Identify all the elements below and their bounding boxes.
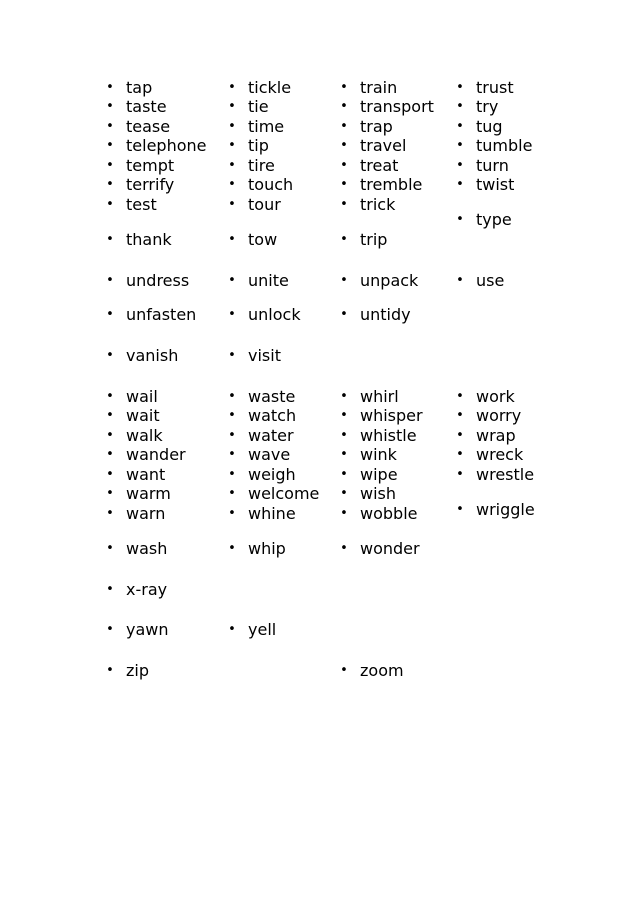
bullet-icon: •: [106, 138, 114, 153]
bullet-icon: •: [228, 307, 236, 322]
word: work: [476, 387, 515, 406]
word: wonder: [360, 539, 420, 558]
bullet-icon: •: [106, 177, 114, 192]
bullet-icon: •: [340, 506, 348, 521]
word: transport: [360, 97, 434, 116]
word: trick: [360, 195, 396, 214]
bullet-icon: •: [106, 467, 114, 482]
word: test: [126, 195, 157, 214]
bullet-icon: •: [106, 582, 114, 597]
bullet-icon: •: [106, 428, 114, 443]
word: untidy: [360, 305, 411, 324]
word: tug: [476, 117, 503, 136]
word: unfasten: [126, 305, 197, 324]
bullet-icon: •: [456, 389, 464, 404]
bullet-icon: •: [340, 541, 348, 556]
bullet-icon: •: [106, 197, 114, 212]
word: trust: [476, 78, 514, 97]
word: wobble: [360, 504, 418, 523]
bullet-icon: •: [456, 138, 464, 153]
bullet-icon: •: [106, 663, 114, 678]
word: x-ray: [126, 580, 168, 599]
word: wipe: [360, 465, 398, 484]
bullet-icon: •: [228, 119, 236, 134]
bullet-icon: •: [340, 138, 348, 153]
bullet-icon: •: [106, 389, 114, 404]
word: tire: [248, 156, 275, 175]
word: time: [248, 117, 285, 136]
word: visit: [248, 346, 281, 365]
bullet-icon: •: [456, 467, 464, 482]
word: wish: [360, 484, 397, 503]
word: warm: [126, 484, 171, 503]
bullet-icon: •: [106, 348, 114, 363]
bullet-icon: •: [340, 307, 348, 322]
bullet-icon: •: [228, 467, 236, 482]
bullet-icon: •: [340, 467, 348, 482]
bullet-icon: •: [106, 307, 114, 322]
bullet-icon: •: [106, 486, 114, 501]
bullet-icon: •: [228, 506, 236, 521]
word: tow: [248, 230, 278, 249]
bullet-icon: •: [106, 506, 114, 521]
word: warn: [126, 504, 166, 523]
bullet-icon: •: [106, 119, 114, 134]
bullet-icon: •: [106, 80, 114, 95]
bullet-icon: •: [340, 177, 348, 192]
word: type: [476, 210, 512, 229]
word: zoom: [360, 661, 404, 680]
word: wreck: [476, 445, 524, 464]
bullet-icon: •: [228, 622, 236, 637]
word: terrify: [126, 175, 175, 194]
word: treat: [360, 156, 399, 175]
bullet-icon: •: [456, 119, 464, 134]
bullet-icon: •: [228, 428, 236, 443]
word: whirl: [360, 387, 399, 406]
bullet-icon: •: [340, 428, 348, 443]
bullet-icon: •: [340, 119, 348, 134]
word: trip: [360, 230, 388, 249]
word: watch: [248, 406, 297, 425]
word: tumble: [476, 136, 533, 155]
word: water: [248, 426, 294, 445]
bullet-icon: •: [340, 486, 348, 501]
word: tease: [126, 117, 171, 136]
bullet-icon: •: [228, 447, 236, 462]
word: tap: [126, 78, 153, 97]
word: tremble: [360, 175, 423, 194]
bullet-icon: •: [228, 273, 236, 288]
bullet-icon: •: [228, 158, 236, 173]
bullet-icon: •: [340, 663, 348, 678]
bullet-icon: •: [340, 80, 348, 95]
bullet-icon: •: [340, 408, 348, 423]
word: whine: [248, 504, 296, 523]
bullet-icon: •: [456, 447, 464, 462]
word: wink: [360, 445, 397, 464]
word: wait: [126, 406, 160, 425]
word: whisper: [360, 406, 423, 425]
word: whistle: [360, 426, 417, 445]
bullet-icon: •: [340, 447, 348, 462]
bullet-icon: •: [228, 80, 236, 95]
word: wash: [126, 539, 168, 558]
word: waste: [248, 387, 296, 406]
word: zip: [126, 661, 149, 680]
bullet-icon: •: [340, 99, 348, 114]
bullet-icon: •: [340, 273, 348, 288]
word: train: [360, 78, 398, 97]
bullet-icon: •: [228, 486, 236, 501]
word: trap: [360, 117, 393, 136]
word: tie: [248, 97, 269, 116]
bullet-icon: •: [456, 177, 464, 192]
word: welcome: [248, 484, 320, 503]
word: walk: [126, 426, 163, 445]
word: unlock: [248, 305, 301, 324]
bullet-icon: •: [106, 99, 114, 114]
word: travel: [360, 136, 407, 155]
bullet-icon: •: [228, 348, 236, 363]
word: taste: [126, 97, 167, 116]
word: unpack: [360, 271, 419, 290]
word: wriggle: [476, 500, 535, 519]
bullet-icon: •: [228, 138, 236, 153]
word: weigh: [248, 465, 296, 484]
word: wander: [126, 445, 186, 464]
word: unite: [248, 271, 289, 290]
bullet-icon: •: [340, 232, 348, 247]
bullet-icon: •: [456, 428, 464, 443]
word: tickle: [248, 78, 292, 97]
word: tempt: [126, 156, 175, 175]
bullet-icon: •: [340, 389, 348, 404]
bullet-icon: •: [228, 197, 236, 212]
bullet-icon: •: [456, 502, 464, 517]
word: touch: [248, 175, 294, 194]
word: tour: [248, 195, 281, 214]
bullet-icon: •: [106, 158, 114, 173]
bullet-icon: •: [106, 232, 114, 247]
word: undress: [126, 271, 190, 290]
bullet-icon: •: [106, 447, 114, 462]
word: turn: [476, 156, 509, 175]
word: yell: [248, 620, 277, 639]
bullet-icon: •: [106, 408, 114, 423]
bullet-icon: •: [106, 622, 114, 637]
bullet-icon: •: [456, 80, 464, 95]
word: use: [476, 271, 505, 290]
word: wrestle: [476, 465, 535, 484]
bullet-icon: •: [456, 212, 464, 227]
word: tip: [248, 136, 269, 155]
bullet-icon: •: [228, 177, 236, 192]
word: twist: [476, 175, 515, 194]
word: wail: [126, 387, 158, 406]
bullet-icon: •: [228, 541, 236, 556]
word: wrap: [476, 426, 516, 445]
word: whip: [248, 539, 286, 558]
bullet-icon: •: [456, 99, 464, 114]
word: vanish: [126, 346, 179, 365]
word: wave: [248, 445, 291, 464]
word: worry: [476, 406, 522, 425]
bullet-icon: •: [228, 389, 236, 404]
word: want: [126, 465, 166, 484]
bullet-icon: •: [228, 408, 236, 423]
word: telephone: [126, 136, 207, 155]
bullet-icon: •: [228, 232, 236, 247]
bullet-icon: •: [340, 158, 348, 173]
bullet-icon: •: [106, 541, 114, 556]
bullet-icon: •: [456, 273, 464, 288]
bullet-icon: •: [340, 197, 348, 212]
bullet-icon: •: [228, 99, 236, 114]
word: thank: [126, 230, 172, 249]
word: yawn: [126, 620, 169, 639]
word: try: [476, 97, 499, 116]
bullet-icon: •: [456, 158, 464, 173]
bullet-icon: •: [106, 273, 114, 288]
bullet-icon: •: [456, 408, 464, 423]
